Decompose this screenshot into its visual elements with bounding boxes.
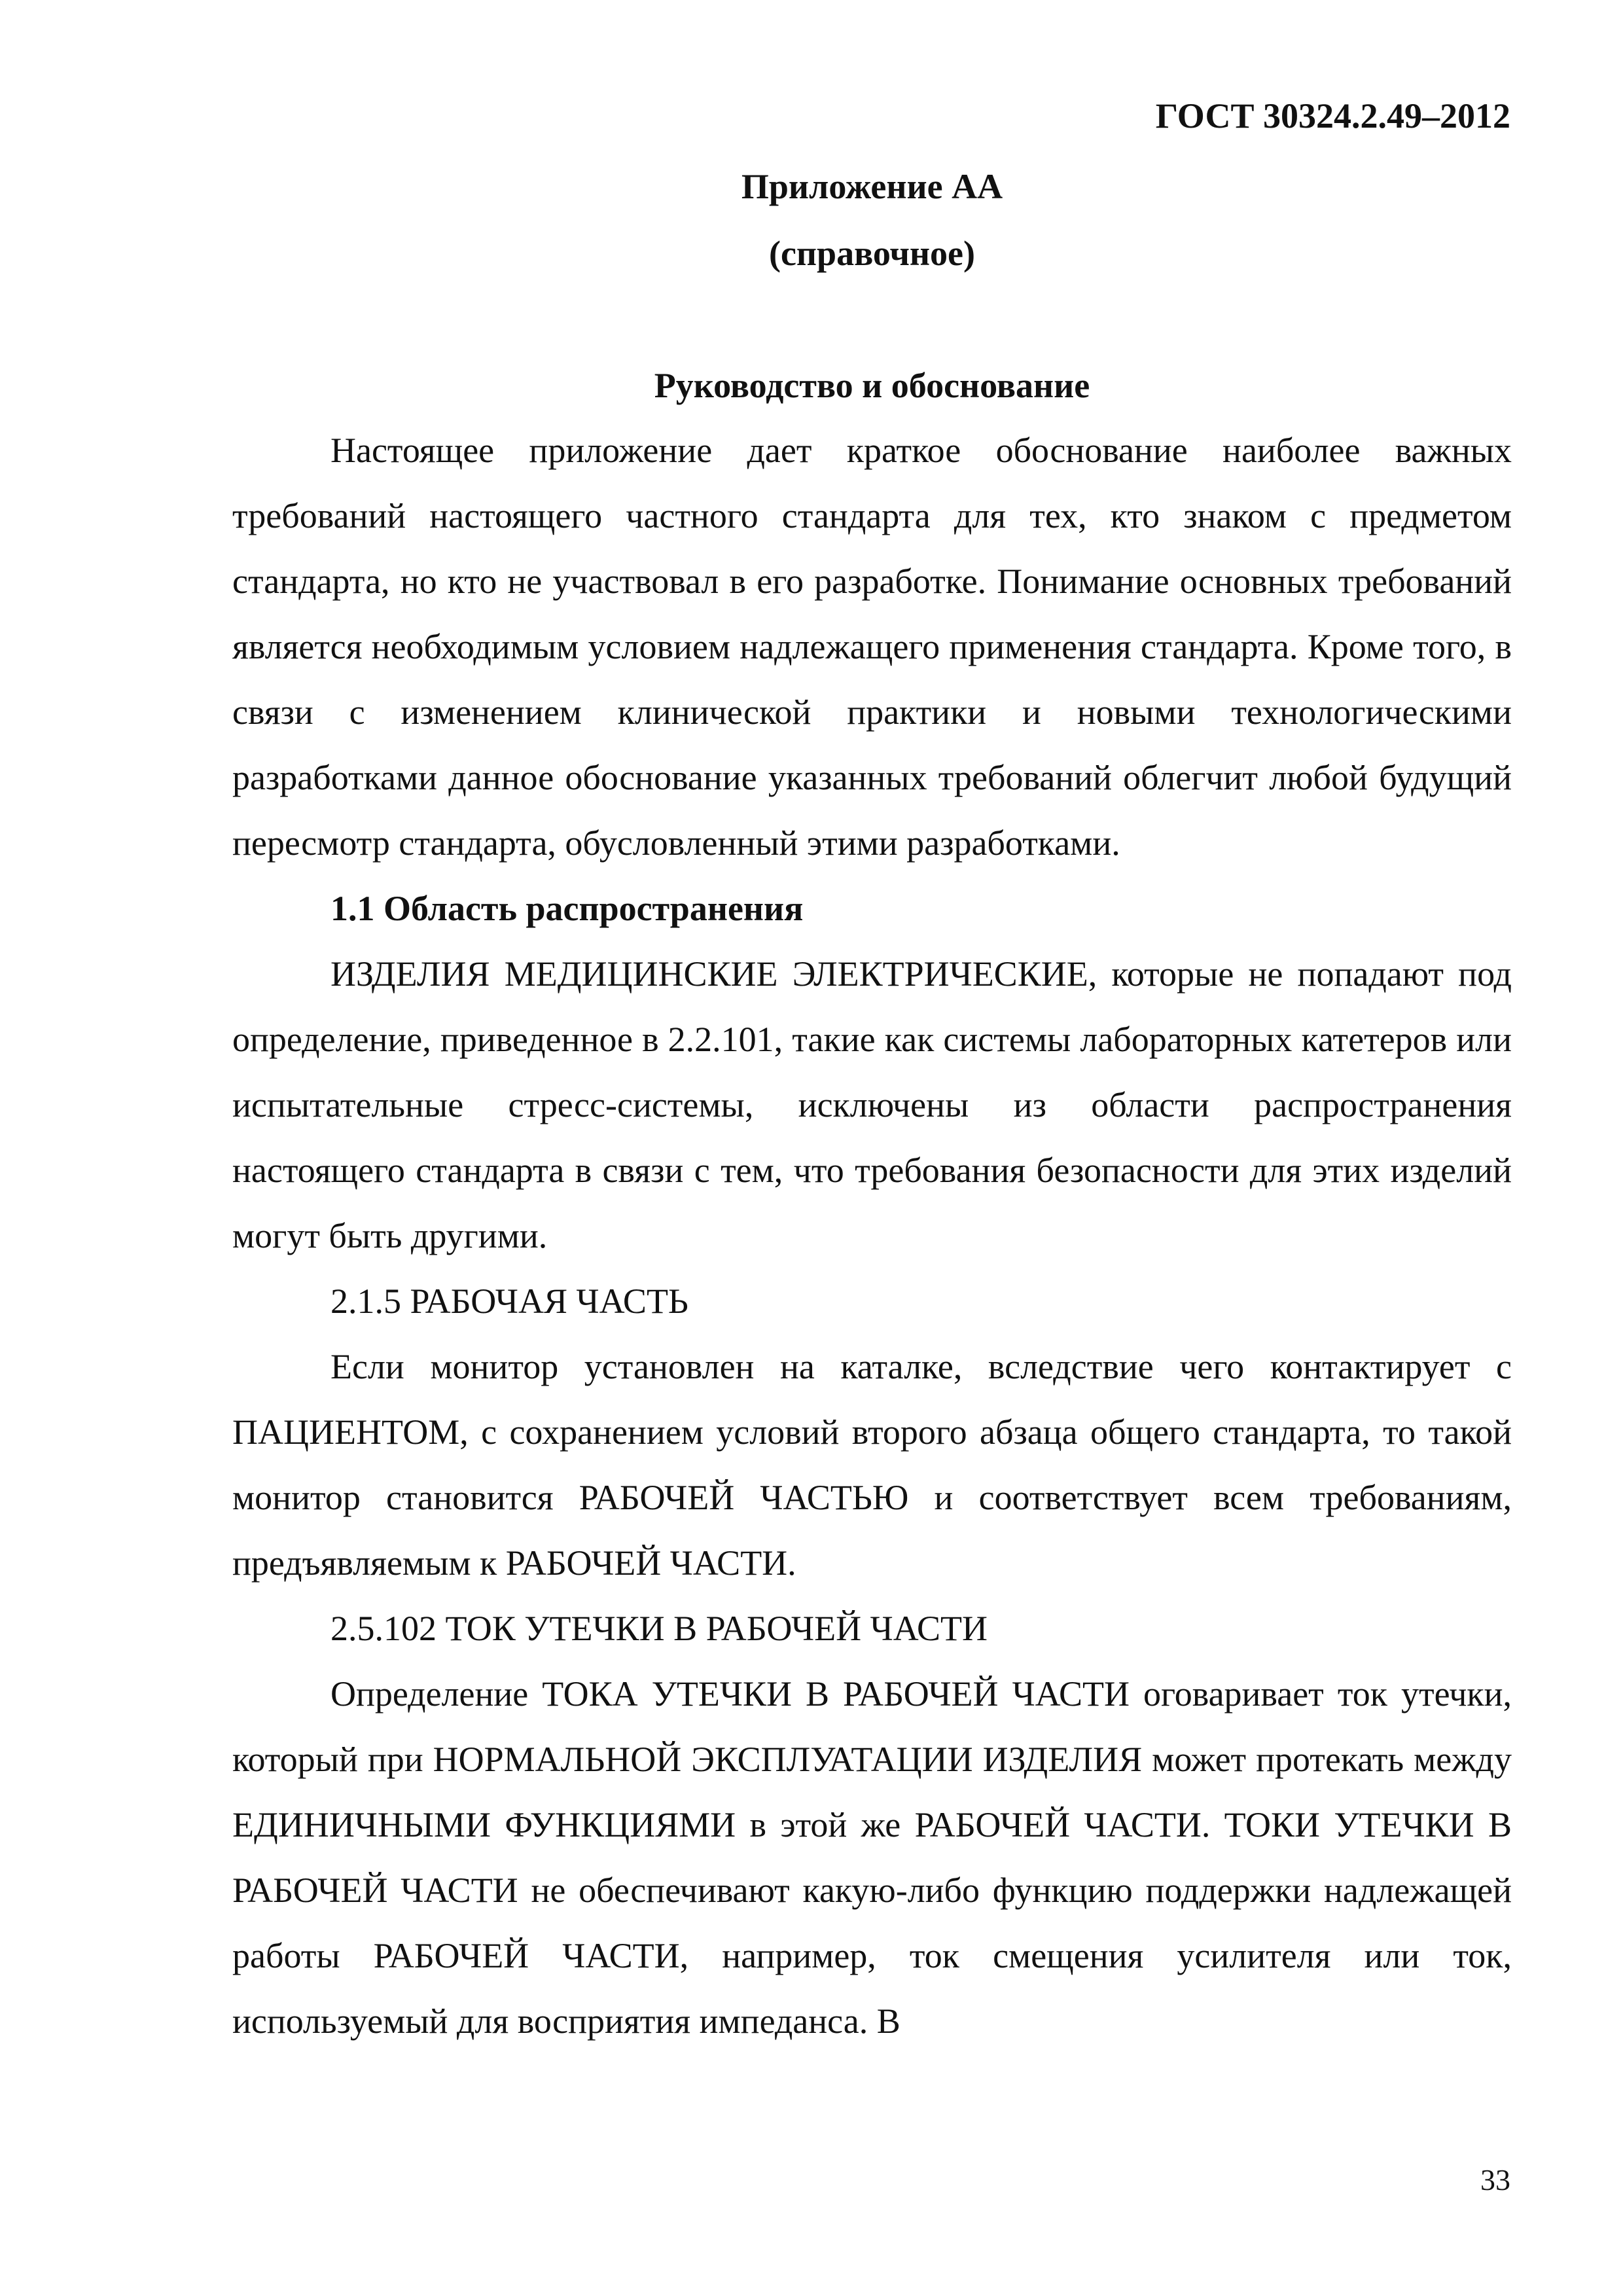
clause-1-1-paragraph: ИЗДЕЛИЯ МЕДИЦИНСКИЕ ЭЛЕКТРИЧЕСКИЕ, которые не попадают под определение, приведенное в 2.2.101, такие как системы лабораторных катетеров или испытательные стресс-системы, исключены из области распространения настоящего стандарта в связи с тем, что требования безопасности для этих изделий могут быть другими. [232,954,1512,1255]
document-body [232,418,1512,2054]
appendix-type: (справочное) [768,234,975,273]
intro-paragraph: Настоящее приложение дает краткое обоснование наиболее важных требований настоящего частного стандарта для тех, кто знаком с предметом стандарта, но кто не участвовал в его разработке. Понимание основных требований является необходимым условием надлежащего применения стандарта. Кроме того, в связи с изменением клинической практики и новыми технологическими разработками данное обоснование указанных требований облегчит любой будущий пересмотр стандарта, обусловленный этими разработками. [232,431,1512,863]
clause-2-1-5-heading: 2.1.5 РАБОЧАЯ ЧАСТЬ [330,1282,688,1321]
clause-2-5-102-heading: 2.5.102 ТОК УТЕЧКИ В РАБОЧЕЙ ЧАСТИ [330,1609,988,1648]
appendix-title: Приложение АА [741,167,1003,206]
clause-2-1-5-paragraph: Если монитор установлен на каталке, вследствие чего контактирует с ПАЦИЕНТОМ, с сохранением условий второго абзаца общего стандарта, то такой монитор становится РАБОЧЕЙ ЧАСТЬЮ и соответствует всем требованиям, предъявляемым к РАБОЧЕЙ ЧАСТИ. [232,1347,1512,1583]
section-title: Руководство и обоснование [654,366,1090,405]
page-number: 33 [1480,2163,1510,2197]
clause-1-1-heading: 1.1 Область распространения [330,889,804,928]
document-code: ГОСТ 30324.2.49–2012 [1155,96,1510,135]
clause-2-5-102-paragraph: Определение ТОКА УТЕЧКИ В РАБОЧЕЙ ЧАСТИ оговаривает ток утечки, который при НОРМАЛЬНОЙ ЭКСПЛУАТАЦИИ ИЗДЕЛИЯ может протекать между ЕДИНИЧНЫМИ ФУНКЦИЯМИ в этой же РАБОЧЕЙ ЧАСТИ. ТОКИ УТЕЧКИ В РАБОЧЕЙ ЧАСТИ не обеспечивают какую-либо функцию поддержки надлежащей работы РАБОЧЕЙ ЧАСТИ, например, ток смещения усилителя или ток, используемый для восприятия импеданса. В [232,1674,1512,2041]
